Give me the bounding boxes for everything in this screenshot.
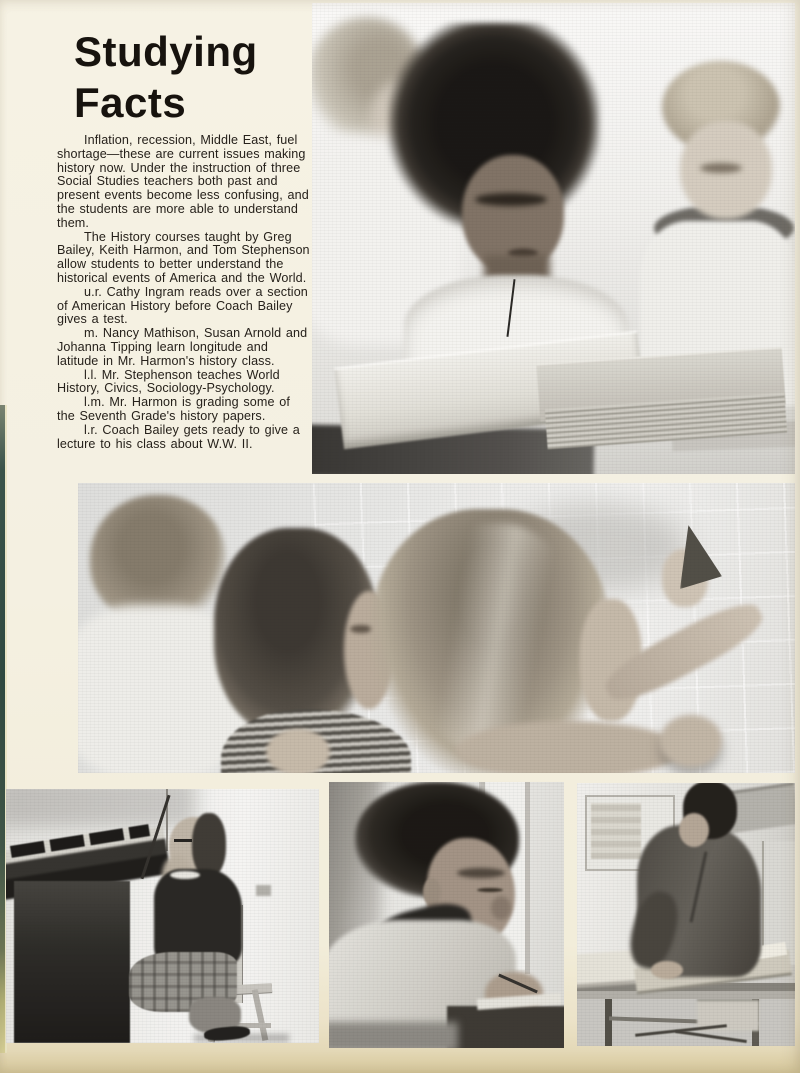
coach-face xyxy=(679,813,709,847)
third-girl-hair-highlight xyxy=(408,523,578,753)
title-line-2: Facts xyxy=(74,79,187,126)
third-girl-shoulder xyxy=(456,721,681,773)
coach-hand xyxy=(651,961,683,979)
caption-lower-middle: l.m. Mr. Harmon is grading some of the Seventh Grade's history papers. xyxy=(57,395,290,423)
intro-paragraph: Inflation, recession, Middle East, fuel shortage—these are current issues making history now. Under the instruction of three Social Studies teachers both past and present events become less confusing, and the students are more able to understand them. xyxy=(57,133,309,230)
desk-edge-shadow xyxy=(329,1022,458,1048)
window-frame-bar-2 xyxy=(525,782,530,974)
teacher-collar xyxy=(170,871,200,879)
caption-lower-left: l.l. Mr. Stephenson teaches World History, Civics, Sociology-Psychology. xyxy=(57,367,280,396)
photo-stephenson-at-desk xyxy=(6,789,319,1043)
title-line-1: Studying xyxy=(74,28,258,75)
teacher-hair xyxy=(192,813,226,877)
desk-organizer xyxy=(447,1006,564,1048)
teacher-brow xyxy=(457,868,505,878)
table-skirt xyxy=(577,991,795,999)
page-title xyxy=(74,26,258,128)
caption-lower-right: l.r. Coach Bailey gets ready to give a lecture to his class about W.W. II. xyxy=(57,422,300,451)
photo-student-reading xyxy=(312,3,795,474)
photo-harmon-grading xyxy=(329,782,564,1048)
second-girl-eye xyxy=(350,625,372,633)
teacher-nose-shadow xyxy=(491,896,511,920)
table-leg-left xyxy=(605,997,612,1046)
caption-middle: m. Nancy Mathison, Susan Arnold and Johanna Tipping learn longitude and latitude in Mr. Harmon's history class. xyxy=(57,326,308,368)
page-bottom-edge xyxy=(0,1050,800,1073)
book-spine-edge xyxy=(0,405,5,1053)
teachers-paragraph: The History courses taught by Greg Bailey, Keith Harmon, and Tom Stephenson allow students to better understand the historical events of America and the World. xyxy=(57,229,310,285)
teacher-glasses xyxy=(174,839,192,842)
student-eyes xyxy=(475,193,547,206)
teacher-eye xyxy=(477,888,503,892)
lower-pointing-hand xyxy=(660,715,722,767)
article-text xyxy=(57,134,311,451)
teacher-ear xyxy=(423,878,441,906)
photo-bailey-with-maps xyxy=(577,783,795,1046)
window-blinds xyxy=(591,803,641,859)
wall-note xyxy=(256,885,271,896)
photo-students-at-wall-map xyxy=(78,483,795,773)
caption-upper-right: u.r. Cathy Ingram reads over a section of American History before Coach Bailey gives a test. xyxy=(57,284,308,327)
second-girl-arm xyxy=(266,729,330,773)
desk-front-panel xyxy=(14,881,130,1043)
right-classmate-eyes xyxy=(700,163,742,173)
